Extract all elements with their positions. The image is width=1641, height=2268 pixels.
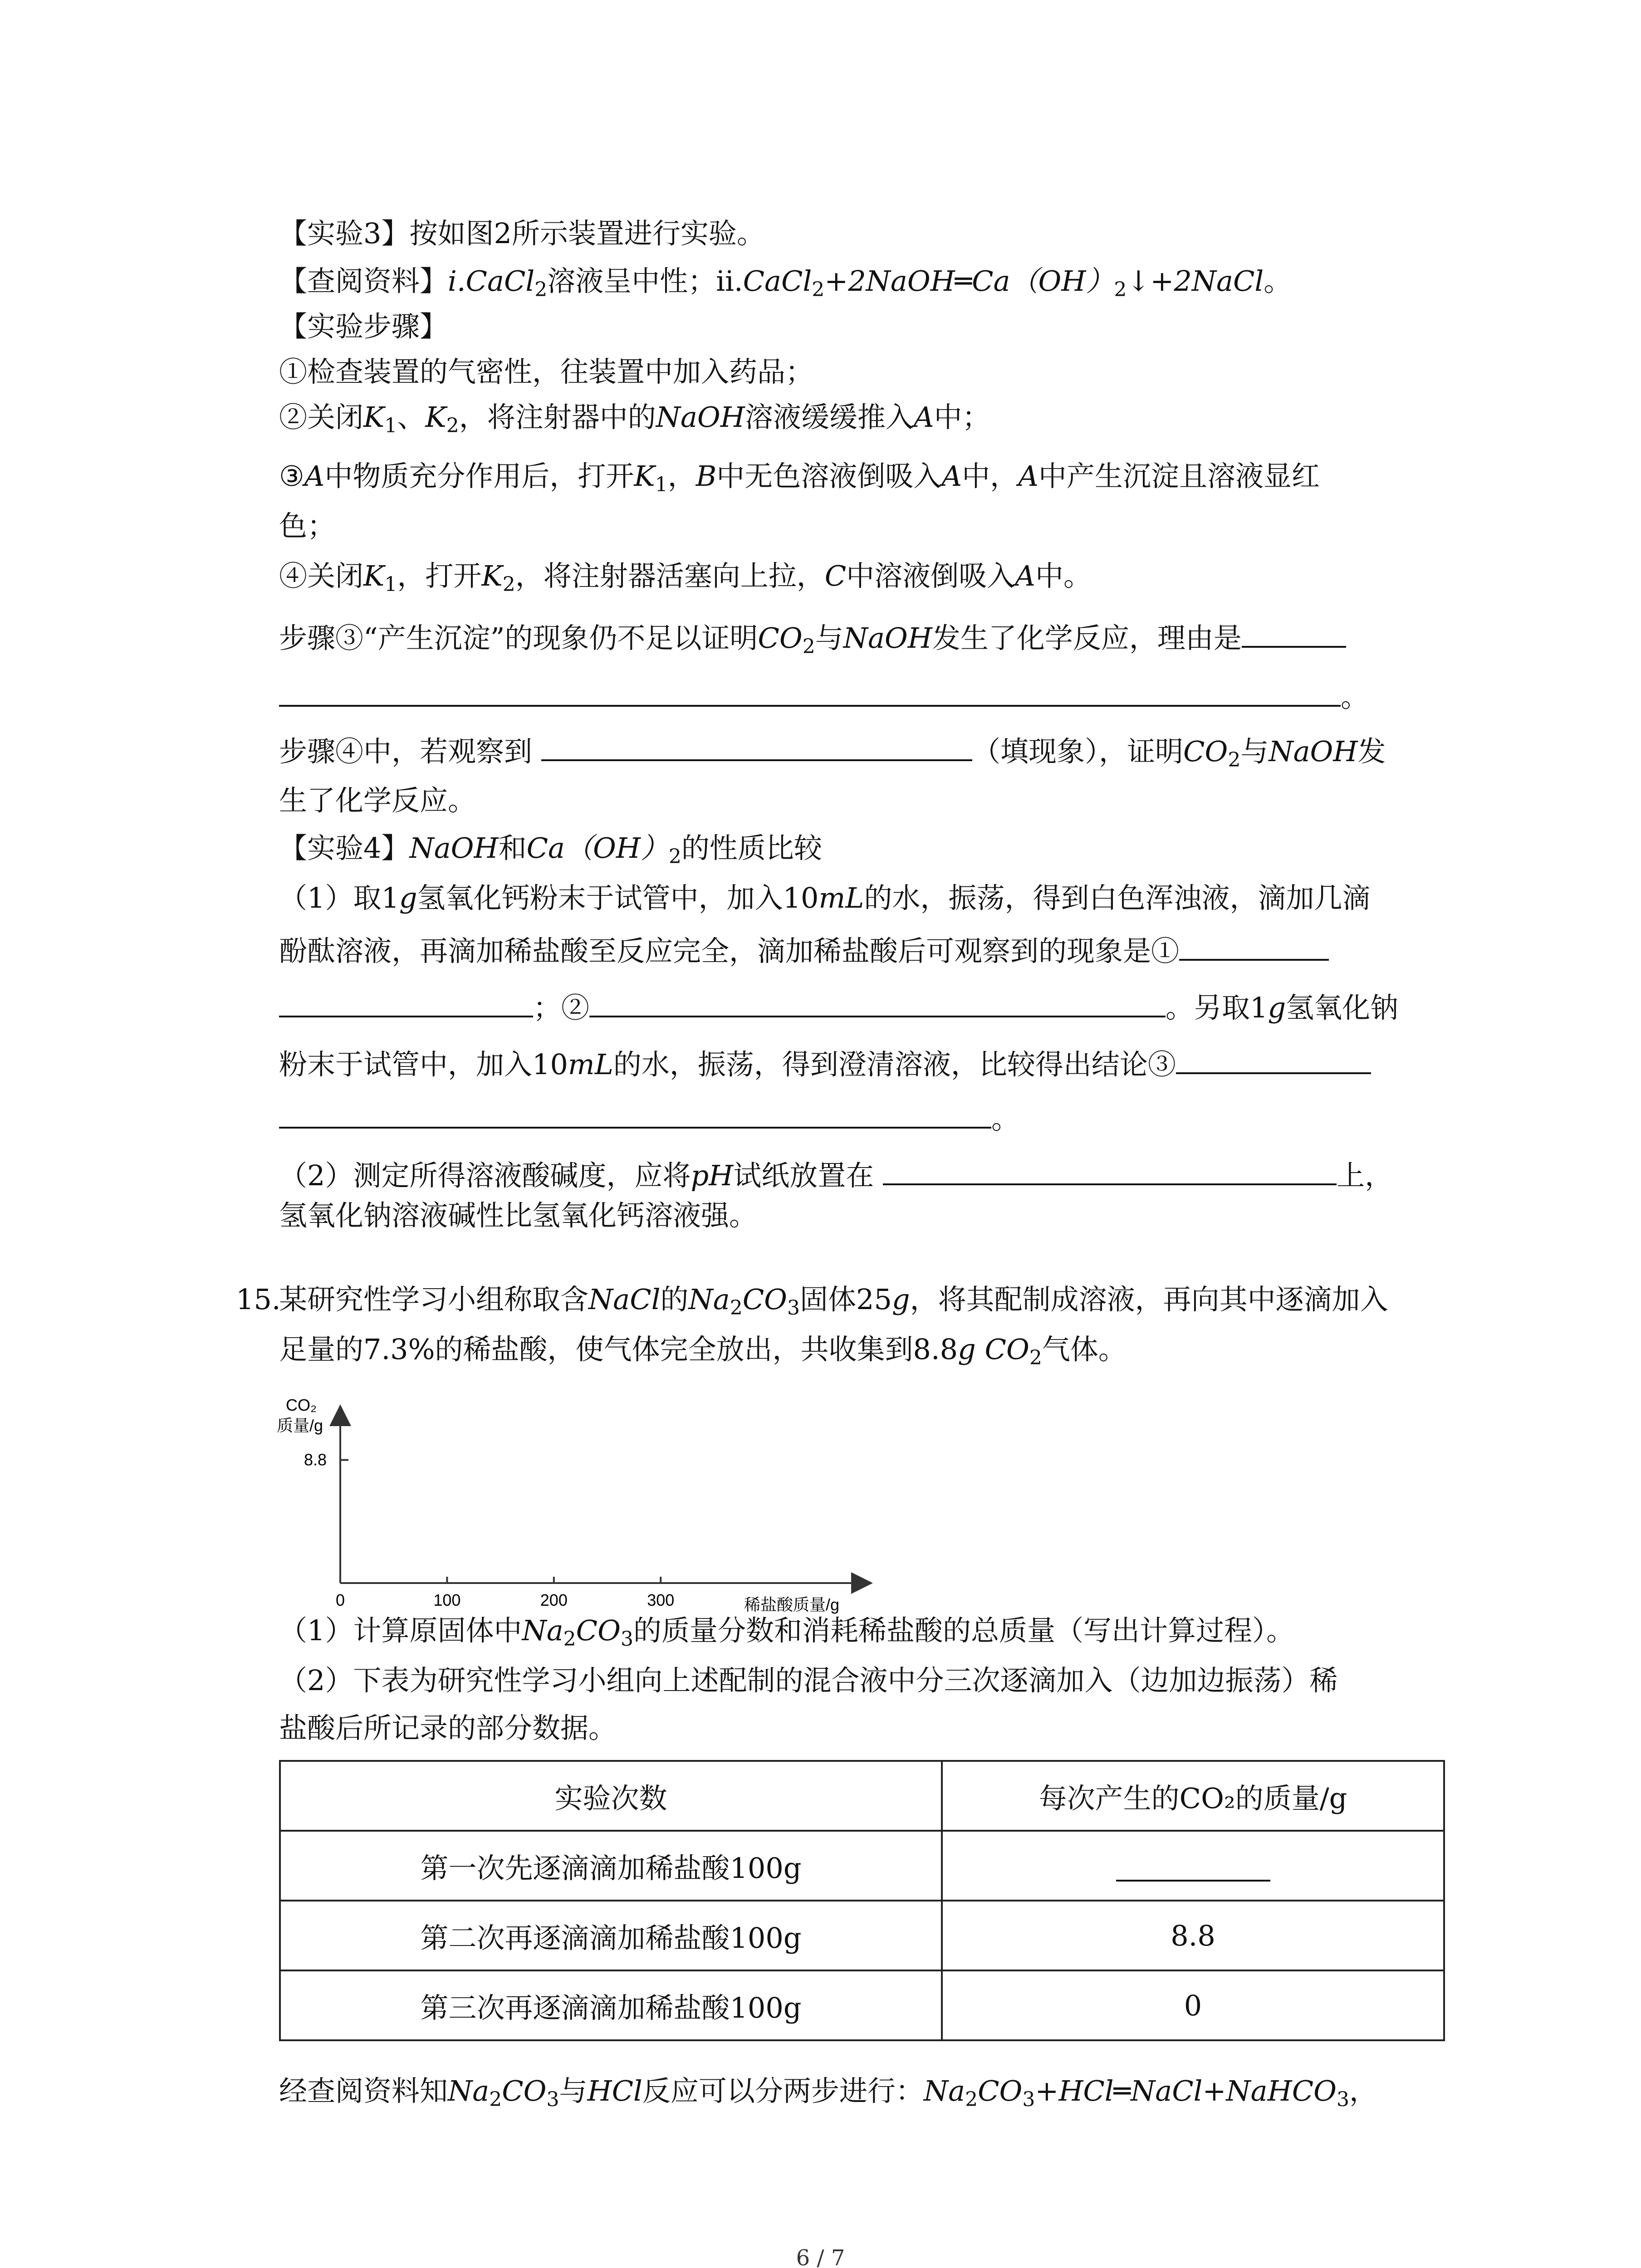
exp3-title: 【实验3】按如图2所示装置进行实验。: [279, 217, 765, 250]
exp3-step4: ④关闭$K_1$，打开$K_2$，将注射器活塞向上拉，C中溶液倒吸入A中。: [279, 559, 1092, 596]
table-row: [280, 1970, 1444, 2040]
exp3-step1: ①检查装置的气密性，往装置中加入药品；: [279, 355, 814, 388]
answer-blank[interactable]: [279, 987, 533, 1017]
q15-last-line: 经查阅资料知$Na_2CO_3$与HCl反应可以分两步进行：$Na_2CO_3+HCl═NaCl+NaHCO_3$，: [279, 2074, 1377, 2111]
q15-sub1: （1）计算原固体中$Na_2CO_3$的质量分数和消耗稀盐酸的总质量（写出计算过程）。: [279, 1614, 1294, 1651]
table-cell: 8.8: [942, 1901, 1444, 1970]
exp3-step3: ③A中物质充分作用后，打开$K_1$，B中无色溶液倒吸入A中，A中产生沉淀且溶液显红: [279, 459, 1320, 496]
exp3-question1: 步骤③“产生沉淀”的现象仍不足以证明$CO_2$与NaOH发生了化学反应，理由是: [279, 617, 1346, 656]
x-tick-label: 100: [433, 1591, 461, 1609]
x-axis-label: 稀盐酸质量/g: [744, 1595, 840, 1614]
exp3-question2-cont: 生了化学反应。: [279, 784, 476, 817]
page-number: 6 / 7: [796, 2245, 845, 2268]
exp4-part2-line1: （2）测定所得溶液酸碱度，应将pH试纸放置在 上，: [279, 1154, 1393, 1194]
q15-sub2-line1: （2）下表为研究性学习小组向上述配制的混合液中分三次逐滴加入（边加边振荡）稀: [279, 1664, 1338, 1697]
table-header: 实验次数: [280, 1761, 942, 1831]
exp4-part1-line5: 。: [279, 1098, 1019, 1137]
y-axis-label-line1: CO₂: [286, 1397, 317, 1414]
answer-blank[interactable]: [279, 676, 1341, 707]
table-cell: 第一次先逐滴滴加稀盐酸100g: [280, 1831, 942, 1901]
q15-sub2-line2: 盐酸后所记录的部分数据。: [279, 1711, 617, 1745]
answer-blank[interactable]: [1179, 930, 1329, 961]
table-header-row: [280, 1761, 1444, 1831]
exp4-part1-line4: 粉末于试管中，加入10mL的水，振荡，得到澄清溶液，比较得出结论③: [279, 1043, 1371, 1083]
table-cell: 第二次再逐滴滴加稀盐酸100g: [280, 1901, 942, 1970]
co2-mass-chart: [263, 1397, 898, 1624]
exp4-part1-line2: 酚酞溶液，再滴加稀盐酸至反应完全，滴加稀盐酸后可观察到的现象是①: [279, 930, 1329, 969]
answer-blank[interactable]: [883, 1154, 1337, 1185]
exp3-question1-cont: 。: [279, 676, 1369, 715]
y-axis-label-line2: 质量/g: [277, 1416, 323, 1435]
table-header: 每次产生的CO₂的质量/g: [942, 1761, 1444, 1831]
exp3-steps-heading: 【实验步骤】: [279, 310, 448, 343]
table-row: [280, 1831, 1444, 1901]
q15-stem-line2: 足量的7.3%的稀盐酸，使气体完全放出，共收集到8.8g $CO_2$气体。: [279, 1333, 1127, 1369]
data-table: [279, 1760, 1445, 2041]
answer-blank[interactable]: [589, 987, 1166, 1017]
exp3-question2: 步骤④中，若观察到 （填现象），证明$CO_2$与NaOH发: [279, 730, 1386, 770]
answer-blank[interactable]: [1176, 1043, 1371, 1074]
q15-stem-line1: 15.某研究性学习小组称取含NaCl的$Na_2CO_3$固体25g，将其配制成溶液，再向其中逐滴加入: [236, 1283, 1388, 1320]
exp4-title: 【实验4】NaOH和$Ca(OH)_2$的性质比较: [279, 831, 822, 868]
x-tick-label: 200: [540, 1591, 568, 1609]
exp4-part1-line3: ；② 。另取1g氢氧化钠: [279, 987, 1398, 1026]
x-tick-label: 300: [647, 1591, 675, 1609]
exp4-part2-line2: 氢氧化钠溶液碱性比氢氧化钙溶液强。: [279, 1199, 758, 1232]
table-cell: [942, 1831, 1444, 1901]
answer-blank[interactable]: [1242, 617, 1346, 648]
exp3-reference: 【查阅资料】i.CaCl$_2$溶液呈中性；$ⅱ.CaCl_2+2NaOH═Ca(OH)_2↓+2NaCl$。: [279, 264, 1292, 301]
exp3-step3-cont: 色；: [279, 509, 336, 543]
exp3-step2: ②关闭$K_1$、$K_2$，将注射器中的NaOH溶液缓缓推入A中；: [279, 401, 990, 437]
exp4-part1-line1: （1）取1g氢氧化钙粉末于试管中，加入10mL的水，振荡，得到白色浑浊液，滴加几滴: [279, 881, 1371, 914]
answer-blank[interactable]: [1116, 1843, 1270, 1882]
table-row: [280, 1901, 1444, 1970]
table-cell: 0: [942, 1970, 1444, 2040]
table-cell: 第三次再逐滴滴加稀盐酸100g: [280, 1970, 942, 2040]
answer-blank[interactable]: [541, 730, 972, 761]
answer-blank[interactable]: [279, 1098, 991, 1129]
y-tick-label: 8.8: [304, 1450, 327, 1469]
x-tick-label: 0: [335, 1591, 345, 1609]
